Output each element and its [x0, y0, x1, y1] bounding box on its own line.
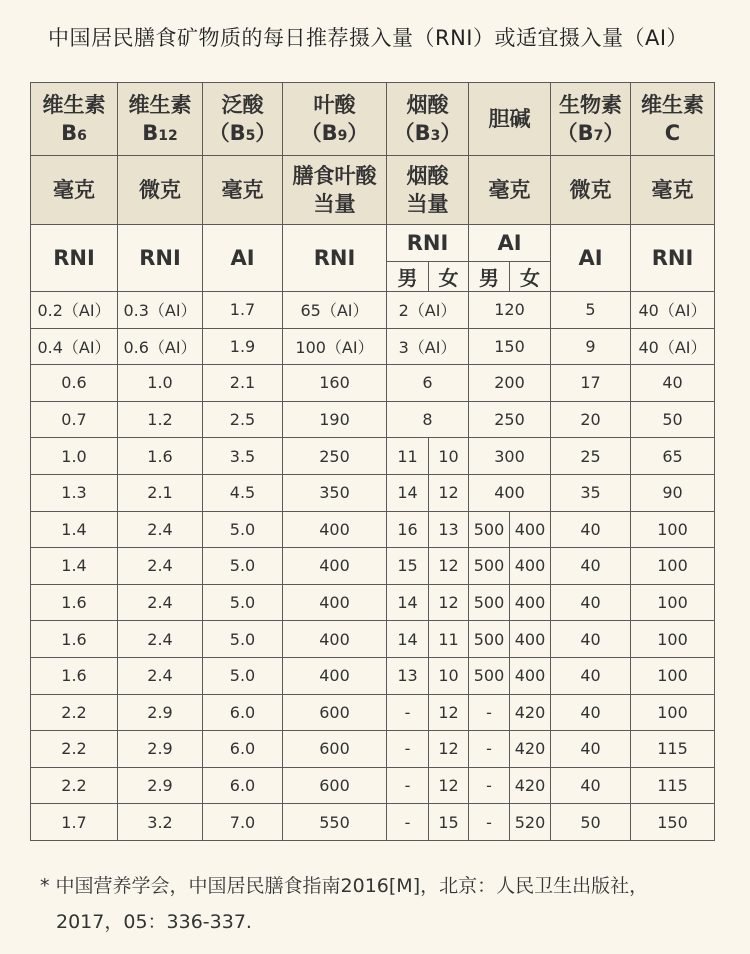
- sex-b3-female: 女: [429, 262, 469, 292]
- cell-b9: 350: [283, 474, 387, 511]
- cell-choline-female: 400: [510, 584, 551, 621]
- cell-b9: 250: [283, 438, 387, 475]
- cell-b12: 3.2: [118, 804, 203, 841]
- cell-choline-male: 500: [469, 657, 510, 694]
- header-b7: 生物素 （B7）: [551, 83, 631, 156]
- cell-b12: 2.9: [118, 767, 203, 804]
- unit-b3: 烟酸 当量: [387, 156, 469, 225]
- cell-b9: 65（AI）: [283, 292, 387, 329]
- cell-c: 100: [631, 511, 715, 548]
- cell-b5: 3.5: [203, 438, 283, 475]
- table-row: [31, 438, 715, 475]
- cell-b6: 1.0: [31, 438, 118, 475]
- cell-b6: 0.6: [31, 365, 118, 402]
- cell-b3-female: 11: [429, 621, 469, 658]
- table-row: [31, 511, 715, 548]
- cell-b7: 40: [551, 584, 631, 621]
- cell-c: 115: [631, 767, 715, 804]
- table-row: [31, 657, 715, 694]
- cell-choline-male: -: [469, 767, 510, 804]
- cell-b9: 400: [283, 621, 387, 658]
- cell-b5: 6.0: [203, 731, 283, 768]
- cell-b12: 1.6: [118, 438, 203, 475]
- cell-b12: 2.4: [118, 511, 203, 548]
- type-b3: RNI: [387, 225, 469, 262]
- cell-b7: 9: [551, 328, 631, 365]
- header-c: 维生素 C: [631, 83, 715, 156]
- cell-b5: 5.0: [203, 657, 283, 694]
- cell-b6: 1.3: [31, 474, 118, 511]
- cell-b6: 1.7: [31, 804, 118, 841]
- cell-choline-male: 500: [469, 621, 510, 658]
- cell-b6: 0.2（AI）: [31, 292, 118, 329]
- footnote-line-2: 2017，05：336-337.: [56, 911, 252, 933]
- cell-b3-male: 14: [387, 584, 429, 621]
- table-row: [31, 328, 715, 365]
- type-b5: AI: [203, 225, 283, 292]
- cell-choline: 250: [469, 401, 551, 438]
- cell-b5: 5.0: [203, 621, 283, 658]
- cell-choline-male: -: [469, 731, 510, 768]
- cell-b3-female: 13: [429, 511, 469, 548]
- cell-b6: 0.7: [31, 401, 118, 438]
- cell-choline: 400: [469, 474, 551, 511]
- sex-b3-male: 男: [387, 262, 429, 292]
- cell-b3-male: 13: [387, 657, 429, 694]
- cell-b3-female: 12: [429, 694, 469, 731]
- unit-c: 毫克: [631, 156, 715, 225]
- cell-b3-male: -: [387, 767, 429, 804]
- table-row: [31, 694, 715, 731]
- cell-b6: 2.2: [31, 767, 118, 804]
- cell-b9: 600: [283, 767, 387, 804]
- cell-b12: 2.1: [118, 474, 203, 511]
- cell-b3-male: -: [387, 804, 429, 841]
- cell-choline-female: 520: [510, 804, 551, 841]
- cell-b12: 2.4: [118, 621, 203, 658]
- unit-b9: 膳食叶酸 当量: [283, 156, 387, 225]
- cell-b3-male: 15: [387, 548, 429, 585]
- cell-b6: 2.2: [31, 731, 118, 768]
- cell-b7: 5: [551, 292, 631, 329]
- cell-choline-male: 500: [469, 511, 510, 548]
- cell-b5: 5.0: [203, 511, 283, 548]
- cell-b12: 2.4: [118, 548, 203, 585]
- cell-c: 100: [631, 584, 715, 621]
- cell-choline-female: 420: [510, 694, 551, 731]
- table-row: [31, 365, 715, 402]
- cell-b9: 100（AI）: [283, 328, 387, 365]
- cell-choline: 120: [469, 292, 551, 329]
- cell-b7: 35: [551, 474, 631, 511]
- cell-choline-female: 400: [510, 548, 551, 585]
- cell-b3-female: 12: [429, 731, 469, 768]
- cell-b5: 6.0: [203, 694, 283, 731]
- cell-b9: 400: [283, 584, 387, 621]
- cell-b3-male: 11: [387, 438, 429, 475]
- cell-b6: 1.6: [31, 584, 118, 621]
- cell-choline-female: 400: [510, 621, 551, 658]
- cell-b12: 2.9: [118, 731, 203, 768]
- type-b7: AI: [551, 225, 631, 292]
- cell-b7: 40: [551, 548, 631, 585]
- cell-c: 40（AI）: [631, 292, 715, 329]
- cell-b12: 0.6（AI）: [118, 328, 203, 365]
- cell-b3-female: 12: [429, 548, 469, 585]
- unit-b7: 微克: [551, 156, 631, 225]
- table-row: [31, 804, 715, 841]
- type-b12: RNI: [118, 225, 203, 292]
- cell-c: 100: [631, 694, 715, 731]
- cell-b3: 3（AI）: [387, 328, 469, 365]
- cell-b9: 400: [283, 511, 387, 548]
- cell-b5: 5.0: [203, 548, 283, 585]
- cell-b3-male: 16: [387, 511, 429, 548]
- cell-b6: 1.4: [31, 548, 118, 585]
- cell-b3-female: 12: [429, 584, 469, 621]
- cell-b3: 6: [387, 365, 469, 402]
- type-b9: RNI: [283, 225, 387, 292]
- cell-c: 40: [631, 365, 715, 402]
- cell-b7: 50: [551, 804, 631, 841]
- cell-choline: 200: [469, 365, 551, 402]
- cell-b12: 2.4: [118, 584, 203, 621]
- cell-b9: 400: [283, 657, 387, 694]
- page-title: 中国居民膳食矿物质的每日推荐摄入量（RNI）或适宜摄入量（AI）: [48, 26, 689, 50]
- unit-choline: 毫克: [469, 156, 551, 225]
- cell-b3: 2（AI）: [387, 292, 469, 329]
- cell-b5: 4.5: [203, 474, 283, 511]
- cell-c: 50: [631, 401, 715, 438]
- vitamin-intake-table: [30, 82, 715, 841]
- cell-b9: 160: [283, 365, 387, 402]
- cell-b9: 600: [283, 731, 387, 768]
- cell-b7: 40: [551, 731, 631, 768]
- cell-b5: 7.0: [203, 804, 283, 841]
- cell-b3-female: 10: [429, 438, 469, 475]
- cell-b9: 600: [283, 694, 387, 731]
- cell-b3-female: 12: [429, 474, 469, 511]
- cell-b3-female: 15: [429, 804, 469, 841]
- unit-b12: 微克: [118, 156, 203, 225]
- cell-choline: 150: [469, 328, 551, 365]
- cell-b9: 550: [283, 804, 387, 841]
- header-row-type: [31, 225, 715, 262]
- sex-choline-female: 女: [510, 262, 551, 292]
- cell-choline-male: 500: [469, 584, 510, 621]
- cell-b7: 25: [551, 438, 631, 475]
- cell-c: 115: [631, 731, 715, 768]
- cell-b3-male: 14: [387, 474, 429, 511]
- cell-b6: 1.6: [31, 621, 118, 658]
- cell-b9: 190: [283, 401, 387, 438]
- cell-c: 90: [631, 474, 715, 511]
- unit-b5: 毫克: [203, 156, 283, 225]
- cell-c: 100: [631, 621, 715, 658]
- footnote-line-1: * 中国营养学会，中国居民膳食指南2016[M]，北京：人民卫生出版社，: [40, 875, 649, 897]
- header-row-unit: [31, 156, 715, 225]
- cell-b3-female: 12: [429, 767, 469, 804]
- cell-b3-male: -: [387, 694, 429, 731]
- cell-c: 100: [631, 548, 715, 585]
- table-row: [31, 731, 715, 768]
- cell-b12: 0.3（AI）: [118, 292, 203, 329]
- header-b3: 烟酸 （B3）: [387, 83, 469, 156]
- table-row: [31, 621, 715, 658]
- type-b6: RNI: [31, 225, 118, 292]
- cell-c: 65: [631, 438, 715, 475]
- cell-choline-male: -: [469, 804, 510, 841]
- table-row: [31, 767, 715, 804]
- type-choline: AI: [469, 225, 551, 262]
- cell-b7: 40: [551, 767, 631, 804]
- cell-c: 40（AI）: [631, 328, 715, 365]
- cell-choline-female: 420: [510, 731, 551, 768]
- cell-b12: 1.0: [118, 365, 203, 402]
- cell-b5: 1.9: [203, 328, 283, 365]
- cell-b12: 2.4: [118, 657, 203, 694]
- cell-b12: 2.9: [118, 694, 203, 731]
- cell-b5: 2.1: [203, 365, 283, 402]
- cell-choline: 300: [469, 438, 551, 475]
- table-row: [31, 474, 715, 511]
- table-row: [31, 401, 715, 438]
- header-row-nutrient: [31, 83, 715, 156]
- cell-choline-female: 400: [510, 511, 551, 548]
- cell-b7: 20: [551, 401, 631, 438]
- cell-b3-male: -: [387, 731, 429, 768]
- unit-b6: 毫克: [31, 156, 118, 225]
- cell-b3-male: 14: [387, 621, 429, 658]
- cell-b3: 8: [387, 401, 469, 438]
- cell-b5: 5.0: [203, 584, 283, 621]
- cell-c: 150: [631, 804, 715, 841]
- table-row: [31, 548, 715, 585]
- header-b6: 维生素 B6: [31, 83, 118, 156]
- type-c: RNI: [631, 225, 715, 292]
- cell-choline-female: 400: [510, 657, 551, 694]
- cell-b3-female: 10: [429, 657, 469, 694]
- cell-b5: 6.0: [203, 767, 283, 804]
- cell-b6: 0.4（AI）: [31, 328, 118, 365]
- cell-b7: 40: [551, 657, 631, 694]
- table-row: [31, 584, 715, 621]
- cell-b12: 1.2: [118, 401, 203, 438]
- cell-choline-male: 500: [469, 548, 510, 585]
- cell-choline-female: 420: [510, 767, 551, 804]
- cell-b6: 1.4: [31, 511, 118, 548]
- header-b5: 泛酸 （B5）: [203, 83, 283, 156]
- header-b9: 叶酸 （B9）: [283, 83, 387, 156]
- cell-b5: 1.7: [203, 292, 283, 329]
- header-choline: 胆碱: [469, 83, 551, 156]
- cell-c: 100: [631, 657, 715, 694]
- cell-b7: 40: [551, 694, 631, 731]
- sex-choline-male: 男: [469, 262, 510, 292]
- cell-b7: 40: [551, 511, 631, 548]
- cell-b6: 2.2: [31, 694, 118, 731]
- cell-b7: 17: [551, 365, 631, 402]
- cell-b5: 2.5: [203, 401, 283, 438]
- table-row: [31, 292, 715, 329]
- cell-b6: 1.6: [31, 657, 118, 694]
- header-b12: 维生素 B12: [118, 83, 203, 156]
- cell-choline-male: -: [469, 694, 510, 731]
- cell-b9: 400: [283, 548, 387, 585]
- cell-b7: 40: [551, 621, 631, 658]
- footnote: [40, 868, 648, 940]
